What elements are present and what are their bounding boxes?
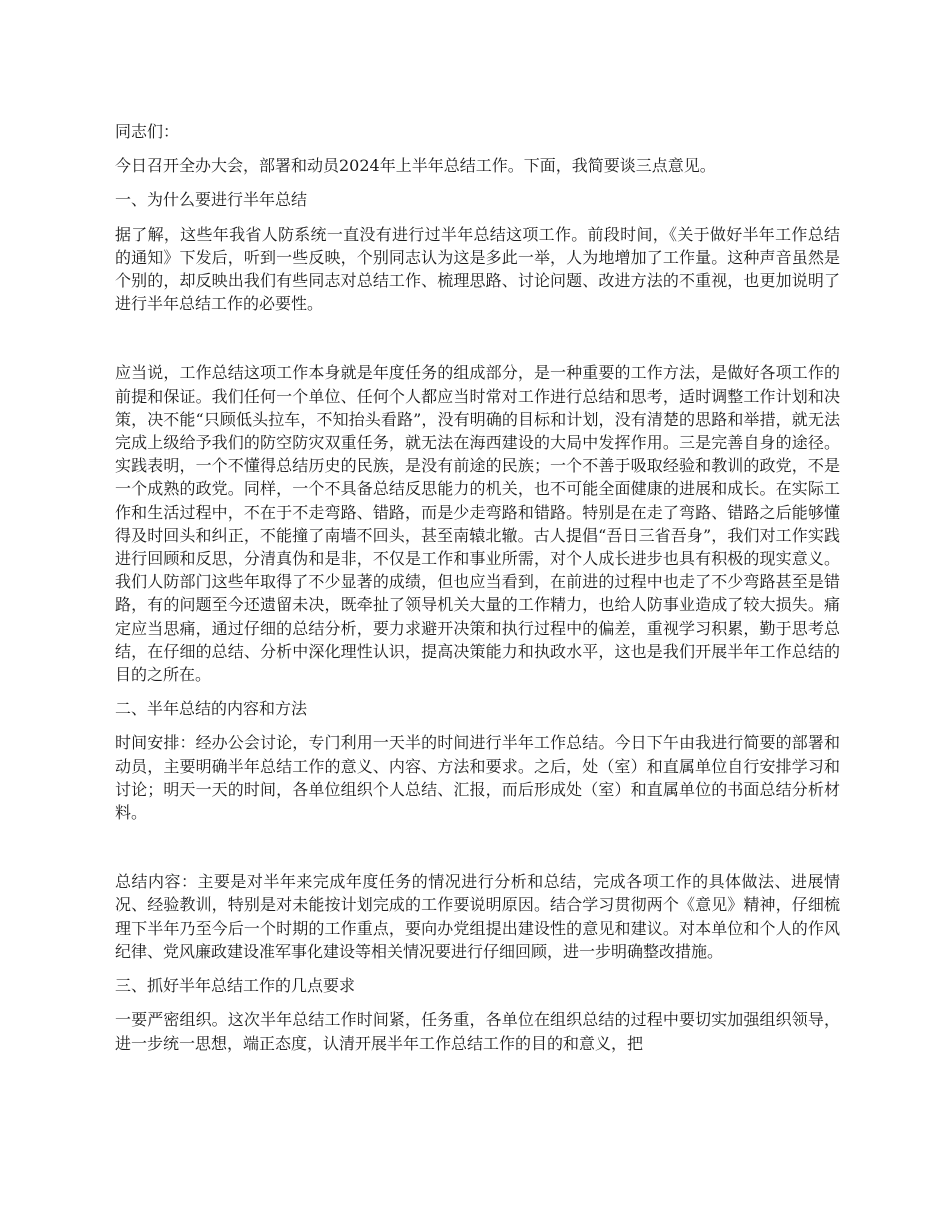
intro-paragraph: 今日召开全办大会，部署和动员2024年上半年总结工作。下面，我简要谈三点意见。 bbox=[115, 156, 716, 176]
section-2-heading: 二、半年总结的内容和方法 bbox=[115, 699, 308, 719]
salutation: 同志们： bbox=[115, 122, 180, 141]
section-3-heading: 三、抓好半年总结工作的几点要求 bbox=[115, 976, 356, 996]
section-1-paragraph-2: 应当说，工作总结这项工作本身就是年度任务的组成部分，是一种重要的工作方法，是做好各项工作的前提和保证。我们任何一个单位、任何个人都应当时常对工作进行总结和思考，适时调整工作计划和决策，决不能“只顾低头拉车，不知抬头看路”，没有明确的目标和计划，没有清楚的思路和举措，就无法完成上级给予我们的防空防灾双重任务，就无法在海西建设的大局中发挥作用。三是完善自身的途径。实践表明，一个不懂得总结历史的民族，是没有前途的民族；一个不善于吸取经验和教训的政党，不是一个成熟的政党。同样，一个不具备总结反思能力的机关，也不可能全面健康的进展和成长。在实际工作和生活过程中，不在于不走弯路、错路，而是少走弯路和错路。特别是在走了弯路、错路之后能够懂得及时回头和纠正，不能撞了南墙不回头，甚至南辕北辙。古人提倡“吾日三省吾身”，我们对工作实践进行回顾和反思，分清真伪和是非，不仅是工作和事业所需，对个人成长进步也具有积极的现实意义。我们人防部门这些年取得了不少显著的成绩，但也应当看到，在前进的过程中也走了不少弯路甚至是错路，有的问题至今还遗留未决，既牵扯了领导机关大量的工作精力，也给人防事业造成了较大损失。痛定应当思痛，通过仔细的总结分析，要力求避开决策和执行过程中的偏差，重视学习积累，勤于思考总结，在仔细的总结、分析中深化理性认识，提高决策能力和执政水平，这也是我们开展半年工作总结的目的之所在。 bbox=[115, 363, 840, 685]
section-3-paragraph-1: 一要严密组织。这次半年总结工作时间紧，任务重，各单位在组织总结的过程中要切实加强组织领导，进一步统一思想，端正态度，认清开展半年工作总结工作的目的和意义，把 bbox=[115, 1010, 840, 1053]
section-2-paragraph-2: 总结内容：主要是对半年来完成年度任务的情况进行分析和总结，完成各项工作的具体做法、进展情况、经验教训，特别是对未能按计划完成的工作要说明原因。结合学习贯彻两个《意见》精神，仔细梳理下半年乃至今后一个时期的工作重点，要向办党组提出建设性的意见和建议。对本单位和个人的作风纪律、党风廉政建设准军事化建设等相关情况要进行仔细回顾，进一步明确整改措施。 bbox=[115, 872, 840, 961]
document-page bbox=[115, 120, 840, 1066]
section-1-heading: 一、为什么要进行半年总结 bbox=[115, 190, 308, 210]
section-1-paragraph-1: 据了解，这些年我省人防系统一直没有进行过半年总结这项工作。前段时间，《关于做好半年工作总结的通知》下发后，听到一些反映，个别同志认为这是多此一举，人为地增加了工作量。这种声音虽然是个别的，却反映出我们有些同志对总结工作、梳理思路、讨论问题、改进方法的不重视，也更加说明了进行半年总结工作的必要性。 bbox=[115, 224, 840, 314]
section-2-paragraph-1: 时间安排：经办公会讨论，专门利用一天半的时间进行半年工作总结。今日下午由我进行简要的部署和动员，主要明确半年总结工作的意义、内容、方法和要求。之后，处（室）和直属单位自行安排学习和讨论；明天一天的时间，各单位组织个人总结、汇报，而后形成处（室）和直属单位的书面总结分析材料。 bbox=[115, 733, 840, 823]
